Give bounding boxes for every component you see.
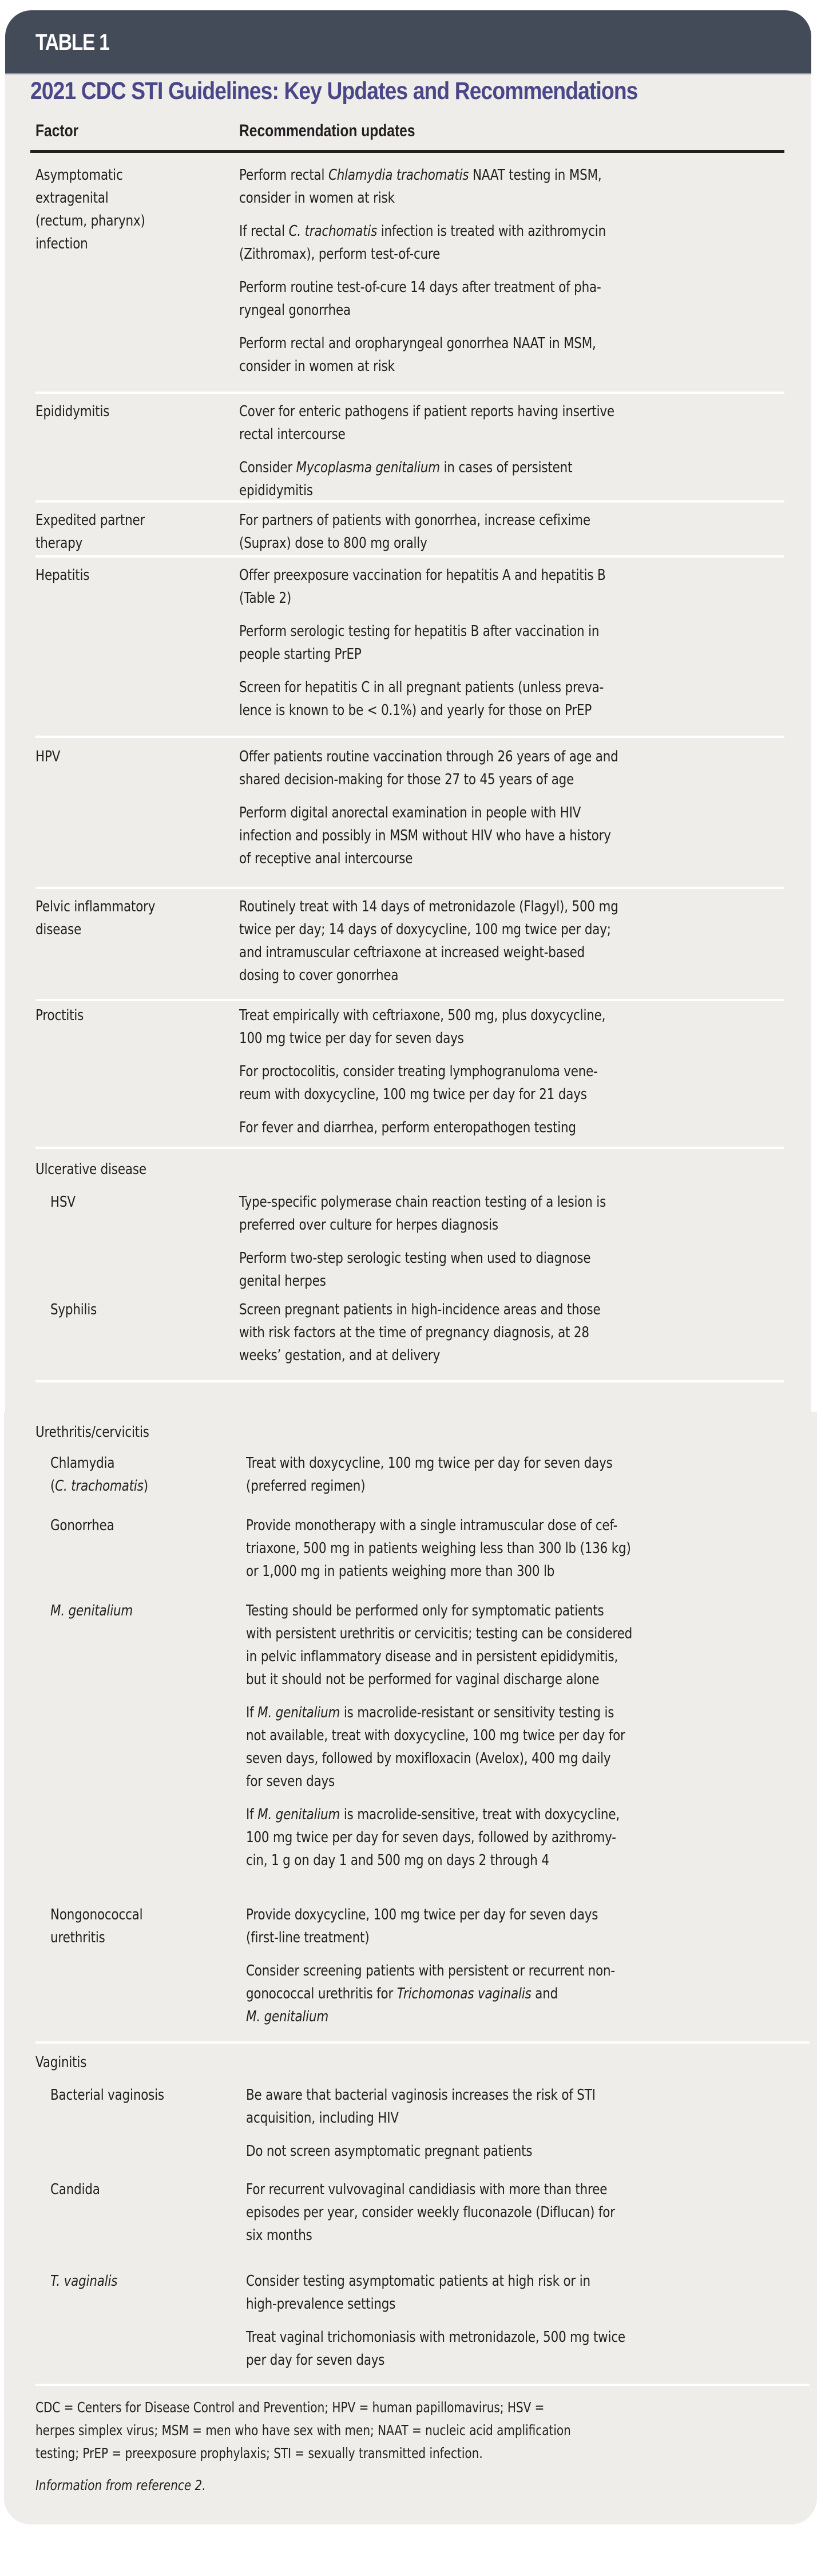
factor-cell	[35, 895, 155, 941]
recommendation	[246, 1959, 615, 2028]
text-run: Proctitis	[35, 1007, 84, 1024]
text-run: Epididymitis	[35, 403, 110, 420]
text-run: (Suprax) dose to 800 mg orally	[239, 535, 427, 552]
row-divider	[35, 1380, 784, 1382]
text-line	[239, 824, 611, 847]
footnote-source: Information from reference 2.	[35, 2477, 206, 2494]
text-run: episodes per year, consider weekly fluconazole (Diflucan) for	[246, 2204, 615, 2221]
factor-cell	[35, 1004, 84, 1027]
text-run: but it should not be performed for vaginal discharge alone	[246, 1671, 600, 1688]
row-divider	[35, 392, 784, 394]
text-line	[239, 509, 590, 532]
text-run: Nongonococcal	[50, 1906, 143, 1923]
text-run: Testing should be performed only for symptomatic patients	[246, 1602, 604, 1619]
text-line	[239, 918, 618, 941]
text-line	[246, 1803, 620, 1826]
text-run: Routinely treat with 14 days of metronidazole (Flagyl), 500 mg	[239, 898, 618, 915]
text-line	[246, 1668, 632, 1691]
text-run: infection and possibly in MSM without HIV who have a history	[239, 827, 611, 844]
text-line	[239, 423, 614, 446]
text-run: with persistent urethritis or cervicitis; testing can be considered	[246, 1625, 633, 1642]
italic-term: Trichomonas vaginalis	[396, 1985, 532, 2002]
text-run: people starting PrEP	[239, 646, 362, 663]
text-run: lence is known to be < 0.1%) and yearly for those on PrEP	[239, 702, 592, 719]
text-line	[239, 676, 604, 699]
table-label: TABLE 1	[35, 30, 109, 55]
italic-term: Chlamydia trachomatis	[328, 167, 469, 184]
text-run: or 1,000 mg in patients weighing more than 300 lb	[246, 1563, 555, 1580]
recommendation	[239, 1247, 590, 1293]
footnote-line: testing; PrEP = preexposure prophylaxis; STI = sexually transmitted infection.	[35, 2445, 483, 2462]
text-line	[35, 918, 155, 941]
text-line	[246, 2270, 590, 2293]
text-run: Asymptomatic	[35, 167, 123, 184]
italic-term: T. vaginalis	[50, 2273, 118, 2290]
recommendation	[239, 676, 604, 722]
subfactor-cell	[50, 1514, 114, 1537]
italic-term: C. trachomatis	[288, 223, 378, 240]
text-line	[50, 2178, 100, 2201]
row-divider	[35, 500, 784, 503]
text-line	[35, 532, 145, 555]
recommendation	[239, 895, 618, 987]
recommendation	[239, 276, 601, 322]
text-run: 100 mg twice per day for seven days, followed by azithromy-	[246, 1829, 616, 1846]
text-run: therapy	[35, 535, 83, 552]
text-run: gonococcal urethritis for	[246, 1985, 397, 2002]
text-line	[246, 1599, 632, 1622]
text-run: in pelvic inflammatory disease and in persistent epididymitis,	[246, 1648, 618, 1665]
text-line	[239, 1298, 600, 1321]
text-line	[50, 1475, 148, 1498]
text-line	[50, 1599, 133, 1622]
text-run: consider in women at risk	[239, 189, 395, 207]
recommendation	[239, 1004, 605, 1050]
text-run: is macrolide-resistant or sensitivity testing is	[340, 1704, 614, 1721]
recommendation	[239, 332, 596, 378]
text-line	[35, 187, 145, 210]
column-header-recommendations: Recommendation updates	[239, 121, 415, 140]
text-line	[239, 1191, 606, 1214]
recommendation	[246, 2178, 615, 2247]
text-line	[239, 964, 618, 987]
text-run: Gonorrhea	[50, 1517, 114, 1534]
footnote-abbreviations	[35, 2396, 571, 2465]
text-run: For proctocolitis, consider treating lymphogranuloma vene-	[239, 1063, 598, 1080]
text-run: )	[143, 1477, 148, 1495]
text-line	[246, 1770, 625, 1793]
text-line	[239, 564, 606, 587]
text-line	[50, 1191, 76, 1214]
header-rule	[30, 150, 784, 153]
text-line	[246, 2178, 615, 2201]
text-line	[35, 232, 145, 255]
text-run: For recurrent vulvovaginal candidiasis with more than three	[246, 2181, 608, 2198]
text-line	[239, 643, 599, 666]
text-run: infection	[35, 235, 88, 252]
row-divider	[35, 736, 784, 738]
text-line	[50, 1452, 148, 1475]
text-line	[239, 1004, 605, 1027]
recommendation	[239, 164, 602, 210]
text-run: weeks’ gestation, and at delivery	[239, 1347, 441, 1364]
text-run: preferred over culture for herpes diagnosis	[239, 1216, 498, 1234]
text-line	[246, 1959, 615, 1982]
text-run: Do not screen asymptomatic pregnant patients	[246, 2143, 533, 2160]
subfactor-cell	[50, 1298, 97, 1321]
text-line	[246, 2224, 615, 2247]
row-divider	[35, 887, 784, 889]
text-line	[239, 745, 618, 768]
text-run: Pelvic inflammatory	[35, 898, 156, 915]
group-label-vaginitis: Vaginitis	[35, 2054, 87, 2071]
text-run: Syphilis	[50, 1301, 97, 1318]
text-line	[246, 1826, 620, 1849]
text-run: (	[50, 1477, 55, 1495]
italic-term: M. genitalium	[50, 1602, 133, 1619]
recommendation	[239, 801, 611, 870]
text-line	[246, 1849, 620, 1872]
text-run: (rectum, pharynx)	[35, 212, 145, 230]
text-run: shared decision-making for those 27 to 45 years of age	[239, 771, 574, 788]
text-line	[239, 1214, 606, 1236]
text-line	[246, 1701, 625, 1724]
recommendation	[246, 2084, 596, 2129]
factor-cell	[35, 509, 145, 555]
text-run: NAAT testing in MSM,	[469, 167, 602, 184]
text-line	[35, 895, 155, 918]
table-title: 2021 CDC STI Guidelines: Key Updates and Recommendations	[30, 77, 638, 105]
italic-term: C. trachomatis	[55, 1477, 144, 1495]
recommendation	[239, 564, 606, 610]
text-run: Provide doxycycline, 100 mg twice per day for seven days	[246, 1906, 598, 1923]
text-run: Perform routine test-of-cure 14 days after treatment of pha-	[239, 279, 601, 296]
text-run: Consider screening patients with persistent or recurrent non-	[246, 1962, 615, 1980]
text-line	[35, 745, 60, 768]
text-run: For partners of patients with gonorrhea, increase cefixime	[239, 512, 590, 529]
text-run: for seven days	[246, 1773, 335, 1790]
subfactor-cell	[50, 1903, 142, 1949]
text-line	[246, 2293, 590, 2316]
text-line	[246, 2326, 625, 2349]
subfactor-cell	[50, 2084, 164, 2107]
text-line	[239, 847, 611, 870]
text-line	[246, 1747, 625, 1770]
text-line	[239, 1027, 605, 1050]
text-run: and	[531, 1985, 558, 2002]
recommendation	[239, 400, 614, 446]
text-line	[239, 895, 618, 918]
text-run: Consider	[239, 459, 296, 476]
text-line	[246, 1645, 632, 1668]
row-divider	[35, 1147, 784, 1149]
text-run: in cases of persistent	[439, 459, 573, 476]
text-run: urethritis	[50, 1929, 105, 1946]
text-line	[35, 400, 109, 423]
text-run: Be aware that bacterial vaginosis increases the risk of STI	[246, 2087, 596, 2104]
text-run: with risk factors at the time of pregnancy diagnosis, at 28	[239, 1324, 589, 1341]
recommendation	[246, 1701, 625, 1793]
text-run: (preferred regimen)	[246, 1477, 366, 1495]
subfactor-cell	[50, 1452, 148, 1498]
text-run: Offer preexposure vaccination for hepatitis A and hepatitis B	[239, 567, 606, 584]
text-run: Perform serologic testing for hepatitis B after vaccination in	[239, 623, 600, 640]
text-run: Treat with doxycycline, 100 mg twice per day for seven days	[246, 1455, 613, 1472]
italic-term: M. genitalium	[257, 1806, 340, 1823]
recommendation	[239, 1191, 606, 1236]
text-line	[246, 1514, 631, 1537]
text-line	[239, 400, 614, 423]
text-run: Chlamydia	[50, 1455, 115, 1472]
text-line	[239, 941, 618, 964]
text-line	[246, 1537, 631, 1560]
recommendation	[246, 2140, 532, 2163]
group-label-urethritis: Urethritis/cervicitis	[35, 1424, 149, 1441]
subfactor-cell	[50, 2270, 117, 2293]
text-run: Type-specific polymerase chain reaction testing of a lesion is	[239, 1194, 606, 1211]
recommendation	[246, 1903, 598, 1949]
text-line	[239, 587, 606, 610]
row-divider	[35, 555, 784, 558]
recommendation	[246, 2270, 590, 2316]
text-run: Screen for hepatitis C in all pregnant patients (unless preva-	[239, 679, 604, 696]
text-run: ryngeal gonorrhea	[239, 302, 351, 319]
text-line	[35, 564, 89, 587]
recommendation	[239, 1298, 600, 1367]
text-run: If rectal	[239, 223, 289, 240]
factor-cell	[35, 400, 109, 423]
text-line	[239, 1247, 590, 1270]
row-divider	[35, 999, 784, 1001]
text-run: cin, 1 g on day 1 and 500 mg on days 2 through 4	[246, 1852, 549, 1869]
text-line	[239, 456, 572, 479]
text-line	[239, 243, 606, 266]
text-line	[246, 1724, 625, 1747]
text-run: seven days, followed by moxifloxacin (Avelox), 400 mg daily	[246, 1750, 611, 1767]
text-run: twice per day; 14 days of doxycycline, 100 mg twice per day;	[239, 921, 611, 938]
footnote-line: CDC = Centers for Disease Control and Prevention; HPV = human papillomavirus; HSV =	[35, 2399, 545, 2416]
column-header-factor: Factor	[35, 121, 79, 140]
text-line	[239, 801, 611, 824]
text-line	[239, 276, 601, 299]
text-line	[239, 620, 599, 643]
text-line	[239, 1083, 598, 1106]
text-run: Hepatitis	[35, 567, 90, 584]
text-line	[239, 299, 601, 322]
text-line	[239, 1060, 598, 1083]
text-line	[239, 1321, 600, 1344]
text-run: Cover for enteric pathogens if patient reports having insertive	[239, 403, 614, 420]
text-run: high-prevalence settings	[246, 2296, 396, 2313]
text-run: If	[246, 1704, 258, 1721]
text-line	[35, 164, 145, 187]
text-line	[246, 2005, 615, 2028]
recommendation	[239, 1116, 576, 1139]
text-run: and intramuscular ceftriaxone at increased weight-based	[239, 944, 585, 961]
text-line	[50, 2084, 164, 2107]
table-label-band	[5, 10, 811, 74]
text-run: Perform two-step serologic testing when used to diagnose	[239, 1250, 591, 1267]
text-run: is macrolide-sensitive, treat with doxycycline,	[340, 1806, 620, 1823]
text-run: For fever and diarrhea, perform enteropathogen testing	[239, 1119, 576, 1136]
text-run: Provide monotherapy with a single intramuscular dose of cef-	[246, 1517, 618, 1534]
text-line	[239, 332, 596, 355]
text-run: Bacterial vaginosis	[50, 2087, 164, 2104]
text-line	[50, 2270, 117, 2293]
subfactor-cell	[50, 2178, 100, 2201]
text-run: dosing to cover gonorrhea	[239, 967, 399, 984]
text-line	[246, 2201, 615, 2224]
italic-term: M. genitalium	[246, 2008, 329, 2025]
text-run: epididymitis	[239, 482, 313, 499]
text-line	[239, 355, 596, 378]
text-run: Perform rectal	[239, 167, 328, 184]
text-line	[239, 1344, 600, 1367]
text-line	[35, 1004, 84, 1027]
text-line	[239, 164, 602, 187]
italic-term: Mycoplasma genitalium	[296, 459, 440, 476]
text-run: reum with doxycycline, 100 mg twice per day for 21 days	[239, 1086, 587, 1103]
group-label-ulcerative: Ulcerative disease	[35, 1161, 146, 1178]
text-run: consider in women at risk	[239, 358, 395, 375]
subfactor-cell	[50, 1599, 133, 1622]
text-line	[239, 768, 618, 791]
recommendation	[239, 509, 590, 555]
recommendation	[246, 1599, 632, 1691]
text-line	[239, 699, 604, 722]
recommendation	[239, 620, 599, 666]
text-line	[50, 1298, 97, 1321]
text-run: HPV	[35, 748, 61, 765]
text-run: Perform rectal and oropharyngeal gonorrhea NAAT in MSM,	[239, 335, 596, 352]
text-line	[246, 1982, 615, 2005]
text-run: 100 mg twice per day for seven days	[239, 1030, 464, 1047]
text-run: triaxone, 500 mg in patients weighing less than 300 lb (136 kg)	[246, 1540, 631, 1557]
text-line	[246, 2107, 596, 2129]
subfactor-cell	[50, 1191, 76, 1214]
factor-cell	[35, 745, 60, 768]
text-line	[239, 220, 606, 243]
text-run: of receptive anal intercourse	[239, 850, 413, 867]
text-run: per day for seven days	[246, 2352, 385, 2369]
text-run: Offer patients routine vaccination through 26 years of age and	[239, 748, 618, 765]
text-line	[246, 1475, 613, 1498]
text-line	[35, 210, 145, 232]
text-line	[239, 479, 572, 502]
factor-cell	[35, 564, 89, 587]
text-run: HSV	[50, 1194, 76, 1211]
text-line	[239, 187, 602, 210]
factor-cell	[35, 164, 145, 255]
recommendation	[246, 2326, 625, 2372]
text-run: (first-line treatment)	[246, 1929, 370, 1946]
text-run: Perform digital anorectal examination in people with HIV	[239, 804, 581, 821]
row-divider	[35, 2041, 810, 2044]
text-run: not available, treat with doxycycline, 100 mg twice per day for	[246, 1727, 625, 1744]
text-run: Expedited partner	[35, 512, 145, 529]
text-line	[239, 1116, 576, 1139]
text-line	[239, 532, 590, 555]
text-run: genital herpes	[239, 1273, 326, 1290]
text-run: acquisition, including HIV	[246, 2109, 399, 2127]
text-run: If	[246, 1806, 258, 1823]
text-line	[50, 1903, 142, 1926]
recommendation	[239, 745, 618, 791]
text-run: Screen pregnant patients in high-incidence areas and those	[239, 1301, 601, 1318]
text-line	[35, 509, 145, 532]
recommendation	[239, 220, 606, 266]
text-line	[246, 1622, 632, 1645]
text-line	[246, 2084, 596, 2107]
text-run: infection is treated with azithromycin	[377, 223, 606, 240]
text-run: rectal intercourse	[239, 426, 346, 443]
text-run: (Zithromax), perform test-of-cure	[239, 246, 441, 263]
text-run: Consider testing asymptomatic patients at high risk or in	[246, 2273, 590, 2290]
recommendation	[239, 456, 572, 502]
text-run: (Table 2)	[239, 590, 292, 607]
text-line	[246, 2349, 625, 2372]
text-line	[246, 1560, 631, 1583]
recommendation	[246, 1452, 613, 1498]
text-line	[239, 1270, 590, 1293]
recommendation	[239, 1060, 598, 1106]
text-run: Treat vaginal trichomoniasis with metronidazole, 500 mg twice	[246, 2329, 625, 2346]
text-line	[246, 1903, 598, 1926]
text-run: disease	[35, 921, 82, 938]
recommendation	[246, 1514, 631, 1583]
text-run: six months	[246, 2227, 312, 2244]
text-line	[246, 1926, 598, 1949]
text-run: Treat empirically with ceftriaxone, 500 mg, plus doxycycline,	[239, 1007, 606, 1024]
text-run: extragenital	[35, 189, 109, 207]
footnote-line: herpes simplex virus; MSM = men who have sex with men; NAAT = nucleic acid amplification	[35, 2422, 571, 2439]
recommendation	[246, 1803, 620, 1872]
text-line	[246, 1452, 613, 1475]
row-divider	[35, 2384, 810, 2386]
italic-term: M. genitalium	[257, 1704, 340, 1721]
text-run: Candida	[50, 2181, 100, 2198]
text-line	[50, 1514, 114, 1537]
text-line	[50, 1926, 142, 1949]
text-line	[246, 2140, 532, 2163]
